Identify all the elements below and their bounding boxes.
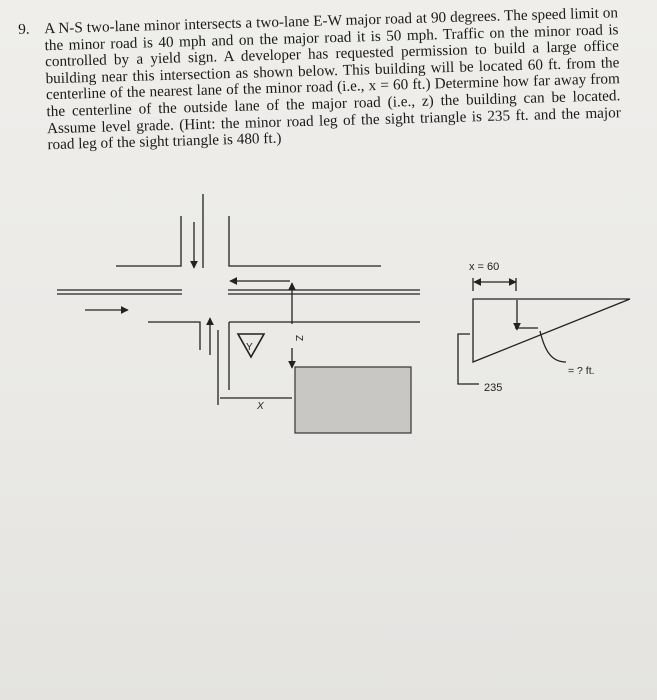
unknown-distance-label: = ? ft.	[568, 365, 595, 377]
unknown-leader	[540, 331, 566, 362]
office-building	[295, 367, 411, 433]
problem-text: A N-S two-lane minor intersects a two-lane E-W major road at 90 degrees. The speed limit on the minor road is 40 mph and on the major road it is 50 mph. Traffic on the minor road is controlled by a yield sign. A developer has requested permission to build a large office building near this intersection as shown below. This building will be located 60 ft. from the centerline of the nearest lane of the minor road (i.e., x = 60 ft.) Determine how far away from the centerline of the outside lane of the major road (i.e., z) the building can be located. Assume level grade. (Hint: the minor road leg of the sight triangle is 235 ft. and the major road leg of the sight triangle is 480 ft.)	[43, 4, 621, 154]
road-edge-upper-right	[229, 216, 381, 266]
road-edge-upper-left	[116, 216, 181, 266]
sight-triangle-diagram	[458, 278, 630, 384]
problem-number: 9.	[17, 20, 30, 38]
minor-leg-bracket	[458, 334, 479, 384]
road-edge-lower-left	[148, 322, 200, 350]
z-label: Z	[293, 335, 304, 342]
yield-sign-label: Y	[246, 342, 253, 353]
minor-leg-label: 235	[484, 382, 503, 394]
sight-triangle	[473, 299, 630, 362]
x-label: X	[257, 401, 264, 412]
x-equals-60-label: x = 60	[469, 261, 500, 273]
